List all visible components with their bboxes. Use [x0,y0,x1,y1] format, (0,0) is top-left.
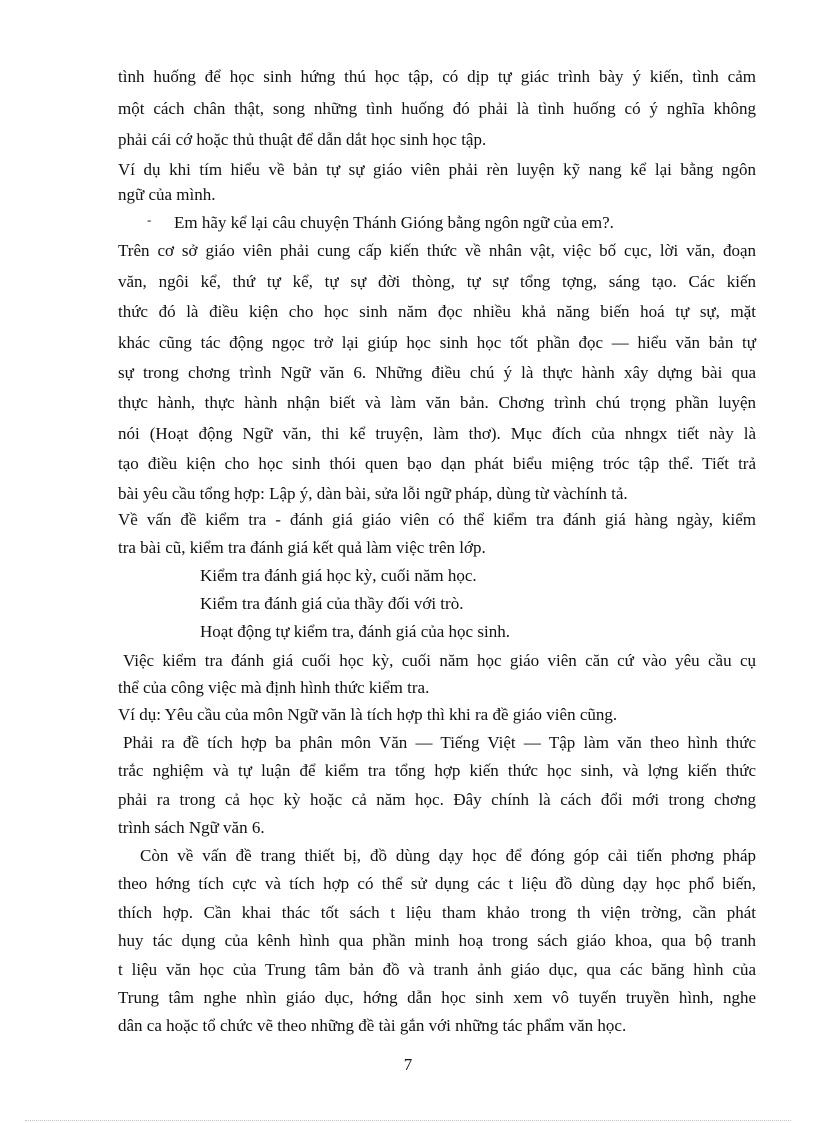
paragraph-line: trắc nghiệm và tự luận để kiểm tra tổng hợp kiến thức học sinh, và lợng kiến thức [118,761,756,780]
paragraph-line: huy tác dụng của kênh hình qua phần minh hoạ trong sách giáo khoa, qua bộ tranh [118,931,756,950]
paragraph-line: Ví dụ: Yêu cầu của môn Ngữ văn là tích hợp thì khi ra đề giáo viên cũng. [118,705,618,724]
paragraph-line: Việc kiểm tra đánh giá cuối học kỳ, cuối năm học giáo viên căn cứ vào yêu cầu cụ [123,651,756,670]
page-number: 7 [403,1055,413,1074]
paragraph-line: Phải ra đề tích hợp ba phân môn Văn — Tiếng Việt — Tập làm văn theo hình thức [123,733,756,752]
paragraph-line: sự trong chơng trình Ngữ văn 6. Những điều chú ý là thực hành xây dựng bài qua [118,363,756,382]
paragraph-line: một cách chân thật, song những tình huống đó phải là tình huống có ý nghĩa không [118,99,756,118]
paragraph-line: phải cái cớ hoặc thủ thuật để dẫn dắt học sinh học tập. [118,130,487,149]
paragraph-line: tra bài cũ, kiểm tra đánh giá kết quả làm việc trên lớp. [118,538,486,557]
paragraph-line: thể của công việc mà định hình thức kiểm tra. [118,678,430,697]
paragraph-line: Ví dụ khi tím hiểu về bản tự sự giáo viên phải rèn luyện kỹ nang kể lại bằng ngôn [118,160,756,179]
paragraph-line: thực hành, thực hành nhận biết và làm văn bản. Chơng trình chú trọng phần luyện [118,393,756,412]
paragraph-line: theo hớng tích cực và tích hợp có thể sử dụng các t liệu đồ dùng dạy học phổ biến, [118,874,756,893]
paragraph-line: phải ra trong cả học kỳ hoặc cả năm học. Đây chính là cách đổi mới trong chơng [118,790,756,809]
indented-item: Kiểm tra đánh giá học kỳ, cuối năm học. [200,566,477,585]
paragraph-line: Trên cơ sở giáo viên phải cung cấp kiến thức về nhân vật, việc bố cục, lời văn, đoạn [118,241,756,260]
paragraph-line: tạo điều kiện cho học sinh thói quen bạo dạn phát biểu miệng tróc tập thể. Tiết trả [118,454,756,473]
paragraph-line: nói (Hoạt động Ngữ văn, thi kể truyện, làm thơ). Mục đích của nhngx tiết này là [118,424,756,443]
paragraph-line: thích hợp. Cần khai thác tốt sách t liệu tham khảo trong th viện trờng, cần phát [118,903,756,922]
indented-item: Hoạt động tự kiểm tra, đánh giá của học sinh. [200,622,510,641]
paragraph-line: Còn về vấn đề trang thiết bị, đồ dùng dạy học để đóng góp cải tiến phơng pháp [140,846,756,865]
bullet-item: Em hãy kể lại câu chuyện Thánh Gióng bằng ngôn ngữ của em?. [174,213,614,232]
paragraph-line: ngữ của mình. [118,185,216,204]
paragraph-line: tình huống để học sinh hứng thú học tập, có dịp tự giác trình bày ý kiến, tình cảm [118,67,756,86]
paragraph-line: văn, ngôi kể, thứ tự kể, tự sự đời thòng, tự sự tổng tợng, sáng tạo. Các kiến [118,272,756,291]
footer-divider [25,1120,791,1121]
paragraph-line: dân ca hoặc tổ chức vẽ theo những đề tài gắn với những tác phẩm văn học. [118,1016,627,1035]
paragraph-line: t liệu văn học của Trung tâm bản đồ và tranh ảnh giáo dục, qua các băng hình của [118,960,756,979]
indented-item: Kiểm tra đánh giá của thầy đối với trò. [200,594,464,613]
paragraph-line: thức đó là điều kiện cho học sinh năm đọc nhiều khả năng biến hoá tự sự, mặt [118,302,756,321]
bullet-dash: - [147,212,152,227]
paragraph-line: Về vấn đề kiểm tra - đánh giá giáo viên có thể kiểm tra đánh giá hàng ngày, kiểm [118,510,756,529]
paragraph-line: trình sách Ngữ văn 6. [118,818,265,837]
paragraph-line: Trung tâm nghe nhìn giáo dục, hớng dẫn học sinh xem vô tuyến truyền hình, nghe [118,988,756,1007]
paragraph-line: khác cũng tác động ngọc trở lại giúp học sinh học tốt phần đọc — hiểu văn bản tự [118,333,756,352]
paragraph-line: bài yêu cầu tổng hợp: Lập ý, dàn bài, sửa lỗi ngữ pháp, dùng từ vàchính tả. [118,484,628,503]
